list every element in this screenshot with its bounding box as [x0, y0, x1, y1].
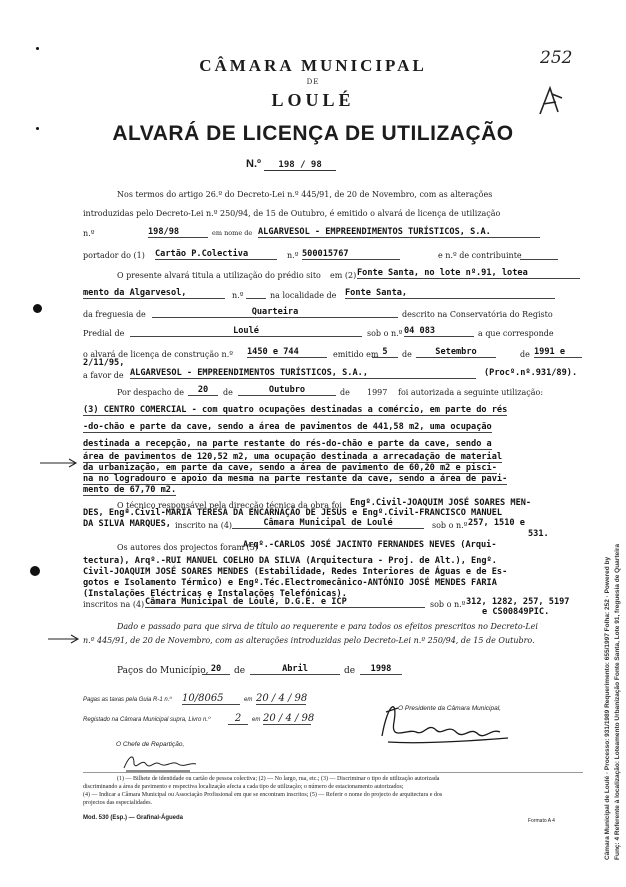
label-favor: a favor de [83, 371, 124, 380]
favor-value: ALGARVESOL - EMPREENDIMENTOS TURÍSTICOS, S.A., [130, 368, 476, 379]
alvara-number-value: 198 / 98 [264, 160, 336, 171]
label-de6: de [344, 666, 356, 676]
footnote-line: (1) — Bilhete de identidade ou cartão de pessoa colectiva; (2) — No largo, rua, etc.; (3) — Discriminar o tipo de utilização autorizada [117, 776, 440, 782]
label-localidade: na localidade de [270, 291, 337, 300]
closing-line1: Dado e passado para que sirva de título ao requerente e para todos os efeitos prescritos no Decreto-Lei [117, 622, 538, 631]
footnote-rule [83, 772, 583, 773]
label-despacho: Por despacho de [117, 388, 184, 397]
despacho-dia: 20 [188, 385, 218, 396]
alvara-number-label: N.º [246, 158, 262, 170]
label-de2: de [520, 350, 530, 359]
label-conservatoria: descrito na Conservatória do Registo [402, 310, 553, 319]
format-label: Formato A 4 [528, 818, 555, 824]
predial-sob: 04 083 [404, 326, 474, 337]
utilizacao-line: (3) CENTRO COMERCIAL - com quatro ocupações destinadas a comércio, em parte do rés [83, 405, 508, 415]
loteamento-value: mento da Algarvesol, [83, 288, 225, 299]
header-line3: LOULÉ [271, 90, 355, 110]
utilizacao-line: -do-chão e parte da cave, sendo a área de pavimentos de 441,58 m2, uma ocupação [83, 422, 492, 432]
predio-location: Fonte Santa, no lote nº.91, lotea [357, 268, 580, 279]
tecnico-inscrito: Câmara Municipal de Loulé [232, 518, 424, 529]
portador-doc: Cartão P.Colectiva [155, 249, 277, 260]
footnote-line: discriminando a área de pavimento e respectiva localização afecta a cada tipo de utilização; o número de estacionamento autorizados; [83, 784, 404, 790]
label-inscritos: inscritos na (4) [83, 600, 145, 609]
speck [36, 47, 39, 50]
chefe-signature [120, 752, 200, 774]
label-inscrito: inscrito na (4) [175, 521, 233, 530]
contribuinte-blank [520, 259, 558, 260]
autores-line4: gotos e Isolamento Térmico) e Engº.Téc.Electromecânico-ANTÓNIO JOSÉ MENDES FARIA [83, 578, 497, 588]
label-freguesia: da freguesia de [83, 310, 146, 319]
registado-date: 20 / 4 / 98 [263, 713, 315, 724]
label-sob2: sob o n.º [432, 521, 468, 530]
favor-proc: (Procº.nº.931/89). [484, 368, 578, 378]
utilizacao-line: destinada a recepção, na parte restante do rés-do-chão e parte da cave, sendo a [83, 439, 492, 449]
tecnico-line1: Engº.Civil-JOAQUIM JOSÉ SOARES MEN- [350, 498, 532, 508]
construcao-extra-date: 2/11/95, [83, 358, 125, 368]
header-line2: DE [306, 78, 320, 86]
label-presidente: O Presidente da Câmara Municipal, [398, 705, 501, 712]
label-em: em [244, 697, 253, 703]
construcao-ano: 1991 e [534, 347, 582, 358]
nome-number: 198/98 [148, 227, 208, 238]
label-n2: n.º [287, 251, 299, 260]
label-construcao: o alvará de licença de construção n.º [83, 350, 233, 359]
freguesia-value: Quarteira [152, 307, 398, 318]
label-sob3: sob o n.º [430, 600, 466, 609]
label-de3: de [223, 388, 233, 397]
tecnico-sob2: 531. [528, 529, 549, 539]
construcao-value: 1450 e 744 [247, 347, 327, 358]
label-emitido: emitido em [333, 350, 379, 359]
predio-loc-prefix: em (2) [330, 271, 357, 280]
label-registado: Registado na Câmara Municipal supra, Livro n.º [83, 717, 211, 723]
label-de: de [402, 350, 412, 359]
tecnico-prefix: O técnico responsável pela direcção técnica da obra foi [117, 501, 342, 510]
tecnico-line3: DA SILVA MARQUES, [83, 519, 171, 529]
label-sob: sob o n.º [367, 329, 403, 338]
utilizacao-line: mento de 67,70 m2. [83, 485, 177, 495]
label-nome: em nome de [212, 229, 253, 237]
portador-number: 500015767 [302, 249, 400, 260]
intro-line2: introduzidas pelo Decreto-Lei n.º 250/94, de 15 de Outubro, é emitido o alvará de licença de utilização [83, 209, 501, 218]
autores-sob2: e CS00849PIC. [482, 607, 550, 617]
closing-line2: n.º 445/91, de 20 de Novembro, com as alterações introduzidas pelo Decreto-Lei n.º 250/94, de 15 de Outubro. [83, 636, 535, 645]
pacos-dia: 20 [202, 664, 230, 675]
predio-text: O presente alvará titula a utilização do prédio sito [117, 271, 321, 280]
pacos-mes: Abril [250, 664, 340, 675]
label-em2: em [252, 717, 261, 723]
autores-line2: tectura), Arqº.-RUI MANUEL COELHO DA SILVA (Arquitectura - Proj. de Alt.), Engº. [83, 556, 497, 566]
label-chefe: O Chefe de Repartição, [116, 741, 185, 748]
label-predial: Predial de [83, 329, 125, 338]
alvara-number [246, 158, 336, 171]
binder-hole [33, 304, 42, 313]
form-code: Mod. 530 (Esp.) — Grafinal-Águeda [83, 815, 184, 821]
document-title: ALVARÁ DE LICENÇA DE UTILIZAÇÃO [112, 122, 514, 145]
autores-sob: 312, 1282, 257, 5197 [466, 597, 570, 607]
intro-line1: Nos termos do artigo 26.º do Decreto-Lei n.º 445/91, de 20 de Novembro, com as alterações [117, 190, 493, 199]
despacho-suffix: foi autorizada a seguinte utilização: [398, 388, 544, 397]
pacos-ano: 1998 [360, 664, 402, 675]
n3-blank [246, 298, 266, 299]
construcao-mes: Setembro [416, 347, 496, 358]
label-n: n.º [83, 229, 95, 238]
label-n3: n.º [232, 291, 244, 300]
arrow-icon [38, 456, 82, 470]
despacho-mes: Outubro [238, 385, 336, 396]
guia-value: 10/8065 [182, 693, 240, 705]
label-portador: portador do (1) [83, 251, 145, 260]
label-de4: de [340, 388, 350, 397]
autores-line3: Civil-JOAQUIM JOSÉ SOARES MENDES (Estabilidade, Redes Interiores de Águas e de Es- [83, 567, 508, 577]
footnote-line: (4) — Indicar a Câmara Municipal ou Associação Profissional em que se encontram inscritos; (5) — Referir o nome do projecto de arquitectura e dos [83, 792, 443, 798]
predial-value: Loulé [130, 326, 362, 337]
page-number: 252 [540, 48, 573, 68]
binder-hole [30, 566, 40, 576]
utilizacao-line: da urbanização, em parte da cave, sendo a área de pavimento de 60,20 m2 e pisci- [83, 463, 497, 473]
guia-date: 20 / 4 / 98 [256, 693, 308, 704]
presidente-signature [368, 692, 518, 752]
arrow-icon [46, 632, 82, 646]
despacho-ano: 1997 [367, 388, 388, 397]
utilizacao-line: na no logradouro e apoio da mesma na parte restante da cave, sendo a área de pavi- [83, 474, 508, 484]
side-stamp-2: Funç: 4 Referente à localização: Loteamento Urbanização Fonte Santa, Lote 91, freguesia de Quarteira [614, 543, 621, 860]
autores-prefix: Os autores dos projectos foram (5) [117, 543, 258, 552]
label-pacos: Paços do Município, [117, 666, 209, 676]
label-de5: de [234, 666, 246, 676]
footnote-line: projectos das especialidades. [83, 800, 153, 806]
tecnico-line2: DES, Engª.Civil-MARIA TERESA DA ENCARNAÇÃO DE JESUS e Engº.Civil-FRANCISCO MANUEL [83, 508, 503, 518]
side-stamp: Câmara Municipal de Loulé · Processo: 931/1989 Requerimento: 655/1997 Folha: 252 · Powered by [604, 556, 611, 860]
autores-line5: (Instalações Eléctricas e Instalações Telefónicas). [83, 589, 347, 599]
utilizacao-line: área de pavimentos de 120,52 m2, uma ocupação destinada a arrecadação de material [83, 452, 503, 462]
registado-livro: 2 [228, 713, 248, 725]
label-corresponde: a que corresponde [478, 329, 554, 338]
autores-line1: Arqº.-CARLOS JOSÉ JACINTO FERNANDES NEVES (Arqui- [243, 540, 497, 550]
header-line1: CÂMARA MUNICIPAL [199, 56, 427, 75]
autores-inscritos: Câmara Municipal de Loulé, D.G.E. e ICP [145, 597, 425, 608]
tecnico-sob: 257, 1510 e [468, 518, 525, 528]
label-contribuinte: e n.º de contribuinte [438, 251, 522, 260]
nome-value: ALGARVESOL - EMPREENDIMENTOS TURÍSTICOS, S.A. [258, 227, 540, 238]
localidade-value: Fonte Santa, [345, 288, 555, 299]
label-guia: Pagas as taxas pela Guia R-1 n.º [83, 697, 172, 703]
construcao-dia: 5 [372, 347, 398, 358]
